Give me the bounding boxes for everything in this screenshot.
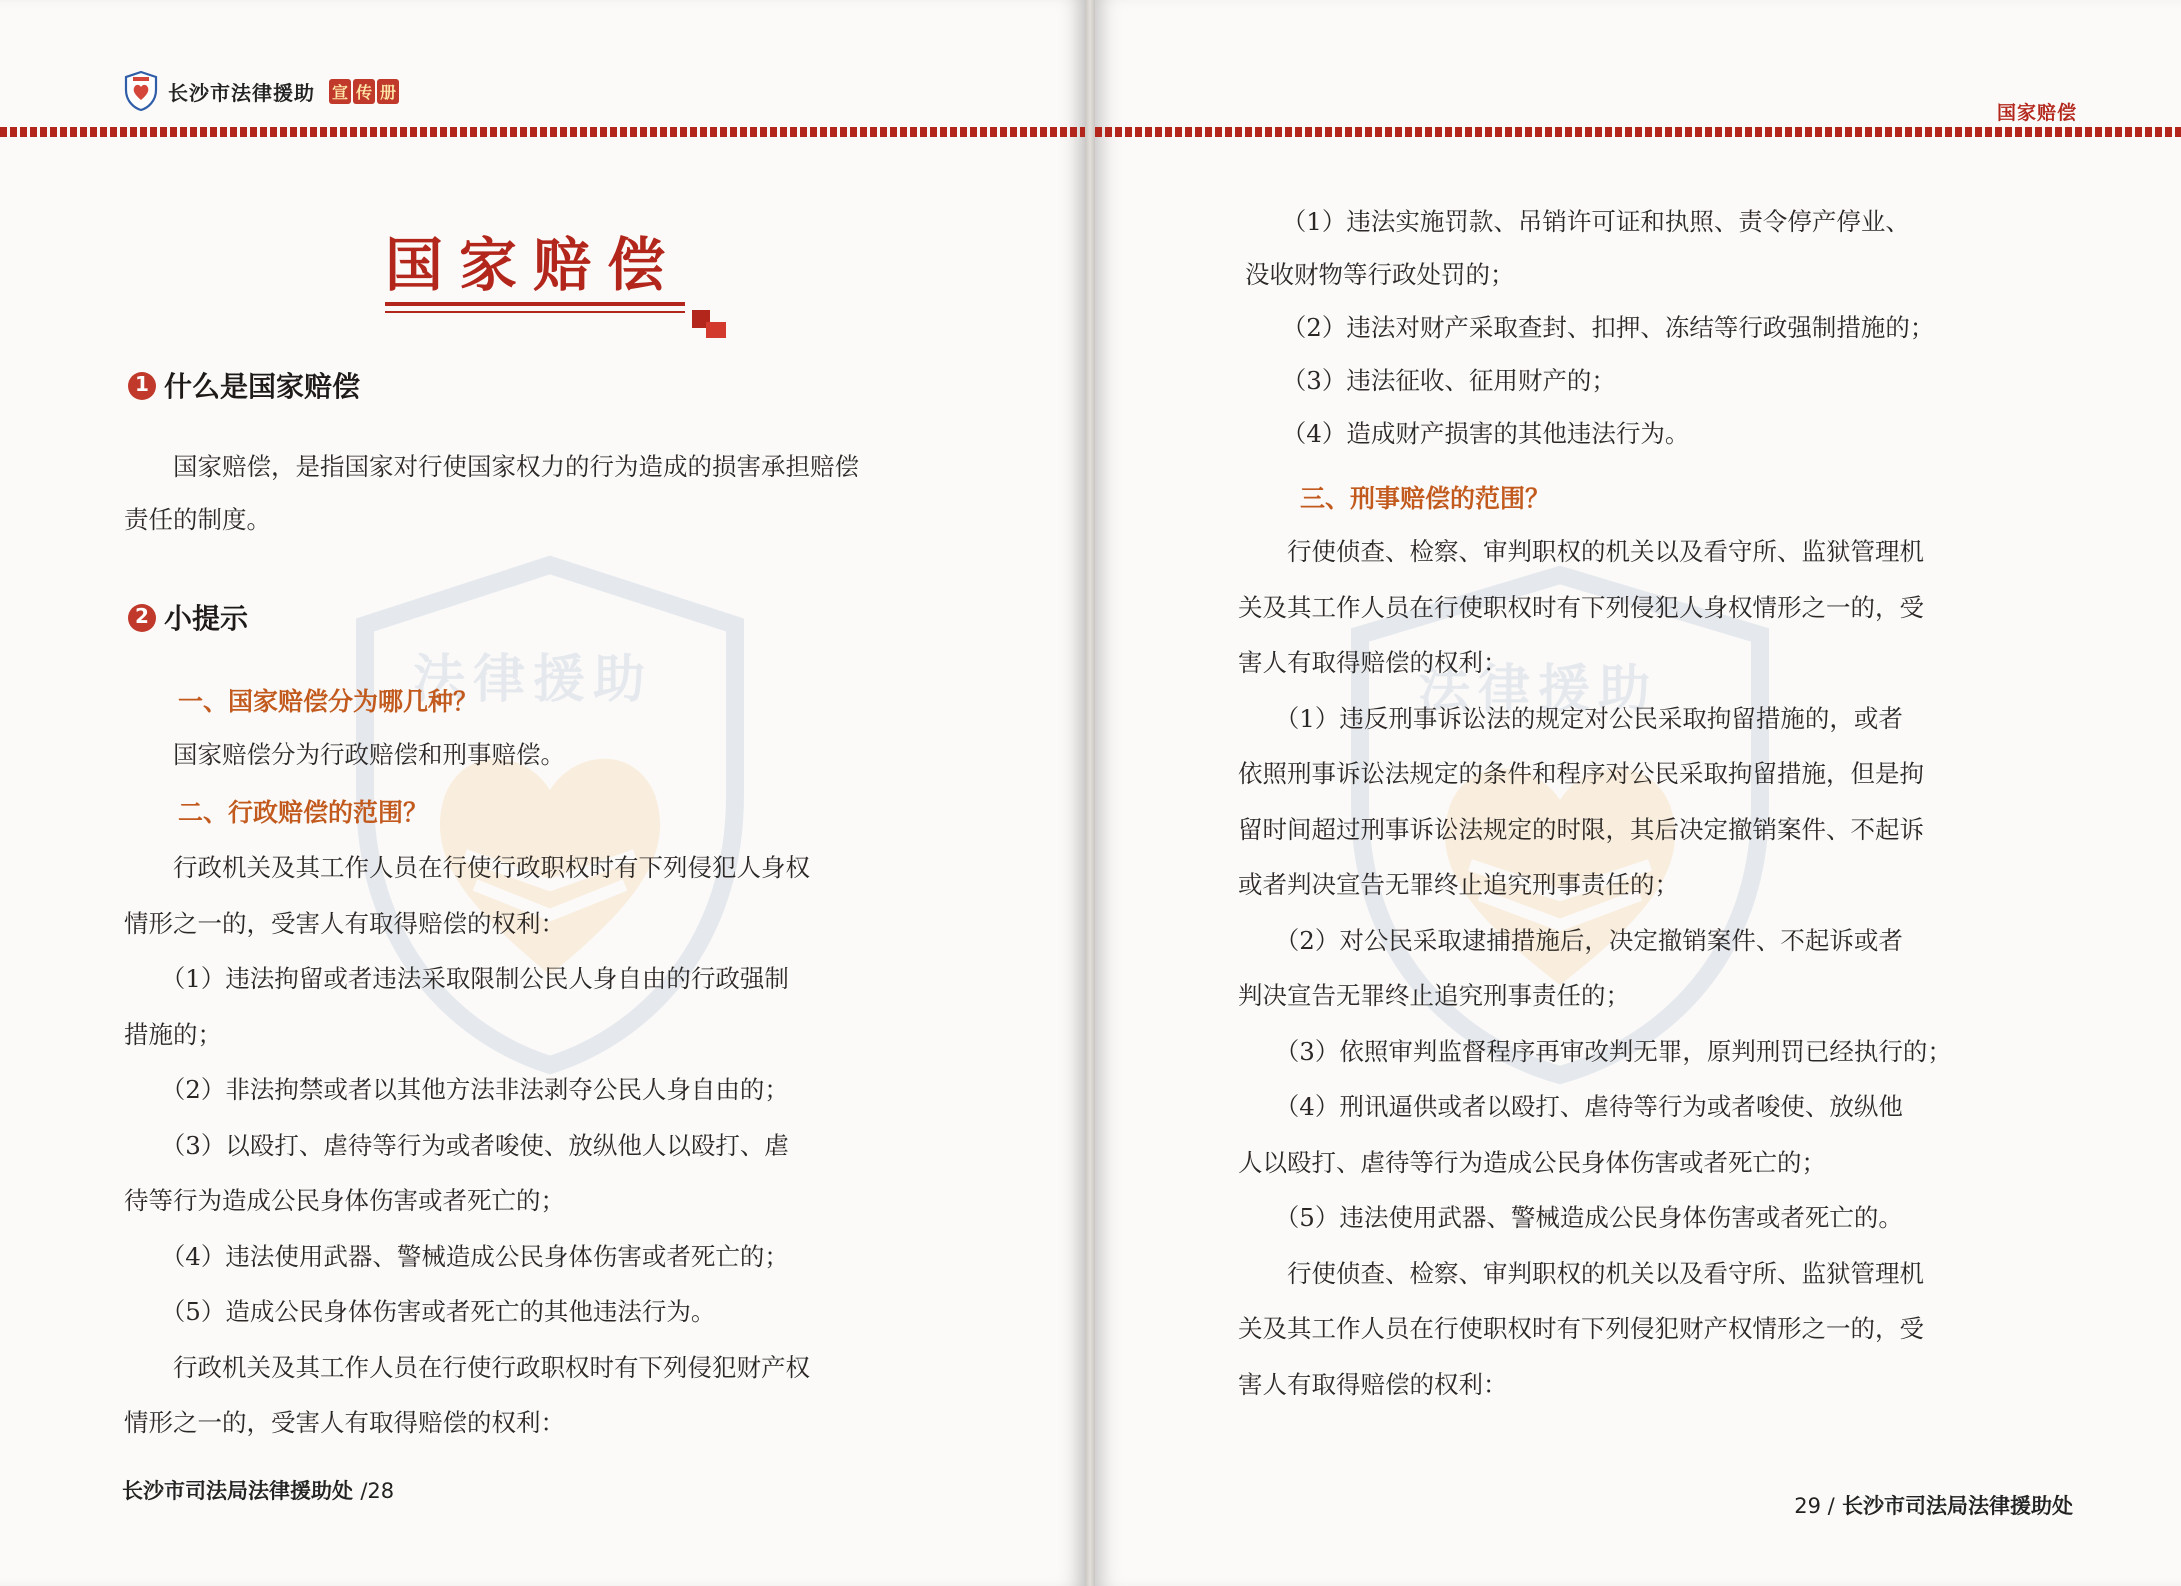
booklet-header (124, 70, 399, 112)
question-heading-3: 三、刑事赔偿的范围？ (1300, 484, 1551, 513)
text-line: （4）造成财产损害的其他违法行为。 (1245, 419, 1690, 448)
brand-tag-char: 宣 (329, 79, 351, 104)
book-gutter (1085, 0, 1095, 1586)
text-line: 情形之一的，受害人有取得赔偿的权利： (124, 1408, 565, 1437)
chapter-running-head: 国家赔偿 (1996, 102, 2077, 124)
page-number: /28 (360, 1479, 395, 1503)
text-line: 行使侦查、检察、审判职权的机关以及看守所、监狱管理机 (1238, 537, 1924, 566)
text-line: 待等行为造成公民身体伤害或者死亡的； (124, 1186, 565, 1215)
text-line: 行政机关及其工作人员在行使行政职权时有下列侵犯财产权 (124, 1352, 810, 1382)
text-line: （4）刑讯逼供或者以殴打、虐待等行为或者唆使、放纵他 (1238, 1092, 1903, 1121)
section-heading-text: 什么是国家赔偿 (164, 370, 361, 403)
text-line: 措施的； (124, 1019, 222, 1049)
text-line: （2）非法拘禁或者以其他方法非法剥夺公民人身自由的； (124, 1075, 789, 1104)
text-line: 没收财物等行政处罚的； (1245, 260, 1515, 289)
text-line: 留时间超过刑事诉讼法规定的时限，其后决定撤销案件、不起诉 (1238, 814, 1924, 844)
text-line: （1）违法拘留或者违法采取限制公民人身自由的行政强制 (124, 964, 789, 993)
text-line: （3）违法征收、征用财产的； (1245, 366, 1616, 395)
booklet-brand-tag (329, 79, 399, 104)
text-line: 关及其工作人员在行使职权时有下列侵犯财产权情形之一的，受 (1238, 1314, 1924, 1343)
left-body-text (124, 840, 950, 1451)
text-line: （5）违法使用武器、警械造成公民身体伤害或者死亡的。 (1238, 1203, 1903, 1232)
booklet-brand-title: 长沙市法律援助 (168, 80, 315, 105)
text-line: 依照刑事诉讼法规定的条件和程序对公民采取拘留措施，但是拘 (1238, 759, 1924, 788)
right-top-text (1245, 195, 2075, 460)
question-heading-2: 二、行政赔偿的范围？ (178, 798, 429, 827)
text-line: （2）对公民采取逮捕措施后，决定撤销案件、不起诉或者 (1238, 925, 1903, 955)
text-line: 责任的制度。 (124, 505, 271, 534)
text-line: 害人有取得赔偿的权利： (1238, 648, 1508, 677)
text-line: （1）违反刑事诉讼法的规定对公民采取拘留措施的，或者 (1238, 703, 1903, 733)
text-line: 害人有取得赔偿的权利： (1238, 1369, 1508, 1399)
header-dashed-rule (1095, 127, 2181, 137)
title-underline-thin (385, 311, 685, 313)
right-page (1095, 0, 2181, 1586)
section1-body (124, 440, 950, 546)
question-1-answer: 国家赔偿分为行政赔偿和刑事赔偿。 (124, 740, 565, 769)
page-footer (1794, 1490, 2073, 1520)
text-line: 关及其工作人员在行使职权时有下列侵犯人身权情形之一的，受 (1238, 592, 1924, 622)
page-footer (122, 1475, 394, 1505)
text-line: （3）依照审判监督程序再审改判无罪，原判刑罚已经执行的； (1238, 1036, 1952, 1066)
section-number: 1 (135, 372, 149, 396)
watermark-text: 法律援助 (413, 650, 654, 710)
text-line: 情形之一的，受害人有取得赔偿的权利： (124, 908, 565, 938)
footer-org: 长沙市司法局法律援助处 (122, 1479, 353, 1503)
text-line: 行政机关及其工作人员在行使行政职权时有下列侵犯人身权 (124, 853, 810, 882)
title-underline (385, 302, 685, 306)
left-page (0, 0, 1085, 1586)
right-body-text (1238, 524, 2074, 1412)
brand-tag-char: 册 (377, 79, 399, 104)
text-line: （4）违法使用武器、警械造成公民身体伤害或者死亡的； (124, 1241, 789, 1271)
title-decoration-square (706, 322, 726, 338)
watermark-text: 法律援助 (1418, 660, 1659, 720)
text-line: 国家赔偿，是指国家对行使国家权力的行为造成的损害承担赔偿 (124, 452, 859, 481)
text-line: 或者判决宣告无罪终止追究刑事责任的； (1238, 870, 1679, 899)
question-heading-1: 一、国家赔偿分为哪几种？ (178, 687, 479, 716)
footer-org: 长沙市司法局法律援助处 (1842, 1494, 2073, 1518)
text-line: 人以殴打、虐待等行为造成公民身体伤害或者死亡的； (1238, 1147, 1826, 1177)
header-dashed-rule (0, 127, 1085, 137)
brand-tag-char: 传 (353, 79, 375, 104)
section-heading-1 (128, 365, 360, 405)
page-number: 29 / (1794, 1494, 1835, 1518)
section-heading-text: 小提示 (164, 602, 249, 635)
text-line: （3）以殴打、虐待等行为或者唆使、放纵他人以殴打、虐 (124, 1130, 789, 1160)
section-heading-2 (128, 597, 248, 637)
text-line: 行使侦查、检察、审判职权的机关以及看守所、监狱管理机 (1238, 1258, 1924, 1288)
number-badge-icon (128, 602, 158, 632)
number-badge-icon (128, 370, 158, 400)
text-line: （2）违法对财产采取查封、扣押、冻结等行政强制措施的； (1245, 313, 1935, 342)
text-line: （5）造成公民身体伤害或者死亡的其他违法行为。 (124, 1297, 716, 1326)
page-title: 国家赔偿 (385, 231, 682, 299)
text-line: （1）违法实施罚款、吊销许可证和执照、责令停产停业、 (1245, 207, 1910, 236)
legal-aid-shield-icon (124, 70, 158, 112)
section-number: 2 (135, 604, 149, 628)
text-line: 判决宣告无罪终止追究刑事责任的； (1238, 981, 1630, 1010)
